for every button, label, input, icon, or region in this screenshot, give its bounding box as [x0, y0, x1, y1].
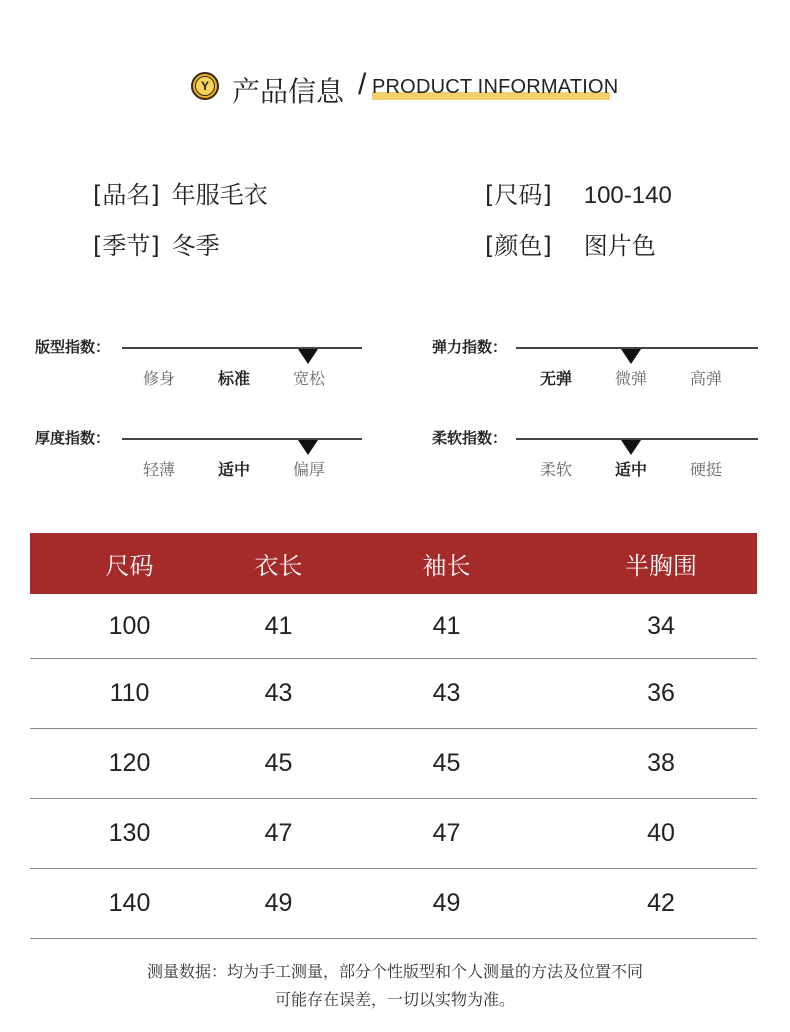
softness-index-scale: [432, 427, 772, 477]
softness-index-option: 适中: [615, 460, 648, 479]
fit-index-line: [122, 347, 362, 349]
table-cell: 41: [264, 611, 293, 640]
elastic-index-option: 无弹: [540, 369, 573, 388]
table-cell: 41: [432, 611, 461, 640]
section-title-en-wrap: [372, 76, 618, 99]
thickness-index-option: 偏厚: [293, 460, 326, 479]
info-label: [颜色]: [485, 232, 552, 260]
size-table: [30, 533, 757, 939]
info-value: 100-140: [583, 182, 672, 209]
thickness-index-option: 轻薄: [143, 460, 176, 479]
table-cell: 43: [432, 679, 461, 707]
table-cell: 130: [108, 819, 151, 847]
size-table-header-cell: 尺码: [105, 552, 154, 580]
softness-index-label: 柔软指数：: [432, 429, 508, 447]
info-value: 年服毛衣: [171, 181, 268, 209]
table-cell: 38: [647, 749, 675, 777]
brand-logo-letter: Y: [195, 76, 215, 96]
fit-index-marker-icon: [298, 349, 318, 364]
thickness-index-label: 厚度指数：: [35, 429, 111, 447]
table-cell: 47: [264, 819, 293, 847]
thickness-index-option: 适中: [218, 460, 251, 479]
info-label: [品名]: [93, 181, 160, 209]
table-row: [30, 594, 757, 659]
softness-index-marker-icon: [621, 440, 641, 455]
table-cell: 49: [432, 889, 461, 917]
table-cell: 120: [108, 749, 151, 777]
table-cell: 40: [647, 819, 675, 847]
info-season: [93, 226, 220, 261]
table-cell: 100: [108, 611, 151, 640]
elastic-index-option: 高弹: [690, 369, 723, 388]
info-value: 图片色: [583, 232, 656, 260]
table-row: [30, 729, 757, 799]
size-table-header: [30, 533, 757, 594]
table-cell: 47: [432, 819, 461, 847]
info-color: [485, 226, 656, 261]
thickness-index-scale: [35, 427, 375, 477]
table-cell: 110: [109, 679, 150, 707]
fit-index-option: 修身: [143, 369, 176, 388]
elastic-index-label: 弹力指数：: [432, 338, 508, 356]
title-separator: /: [358, 68, 367, 101]
softness-index-option: 柔软: [540, 460, 573, 479]
table-row: [30, 869, 757, 939]
thickness-index-marker-icon: [298, 440, 318, 455]
softness-index-option: 硬挺: [690, 460, 723, 479]
fit-index-scale: [35, 336, 375, 386]
fit-index-option: 宽松: [293, 369, 326, 388]
measurement-note-line-2: 可能存在误差，一切以实物为准。: [274, 990, 515, 1009]
table-cell: 43: [264, 679, 293, 707]
elastic-index-marker-icon: [621, 349, 641, 364]
fit-index-option: 标准: [218, 369, 251, 388]
size-table-body: [30, 594, 757, 939]
table-cell: 49: [264, 889, 293, 917]
info-label: [季节]: [93, 232, 160, 260]
size-table-header-cell: 衣长: [254, 552, 303, 580]
fit-index-label: 版型指数：: [35, 338, 111, 356]
size-table-header-cell: 袖长: [422, 552, 471, 580]
elastic-index-scale: [432, 336, 772, 386]
thickness-index-line: [122, 438, 362, 440]
table-cell: 45: [264, 749, 293, 777]
section-header: [0, 68, 790, 108]
info-label: [尺码]: [485, 181, 552, 209]
info-value: 冬季: [171, 232, 220, 260]
table-cell: 36: [647, 679, 675, 707]
size-table-header-cell: 半胸围: [625, 552, 697, 580]
table-row: [30, 659, 757, 729]
brand-logo-icon: [191, 72, 219, 100]
table-row: [30, 799, 757, 869]
measurement-note-line-1: 测量数据：均为手工测量，部分个性版型和个人测量的方法及位置不同: [146, 962, 643, 981]
table-cell: 42: [647, 889, 675, 917]
info-size: [485, 175, 672, 210]
table-cell: 140: [108, 889, 151, 917]
table-cell: 34: [647, 611, 675, 640]
info-product-name: [93, 175, 268, 210]
measurement-note: [0, 958, 790, 1014]
table-cell: 45: [432, 749, 461, 777]
section-title-cn: 产品信息: [232, 75, 345, 108]
elastic-index-option: 微弹: [615, 369, 648, 388]
section-title-en: PRODUCT INFORMATION: [372, 76, 619, 98]
